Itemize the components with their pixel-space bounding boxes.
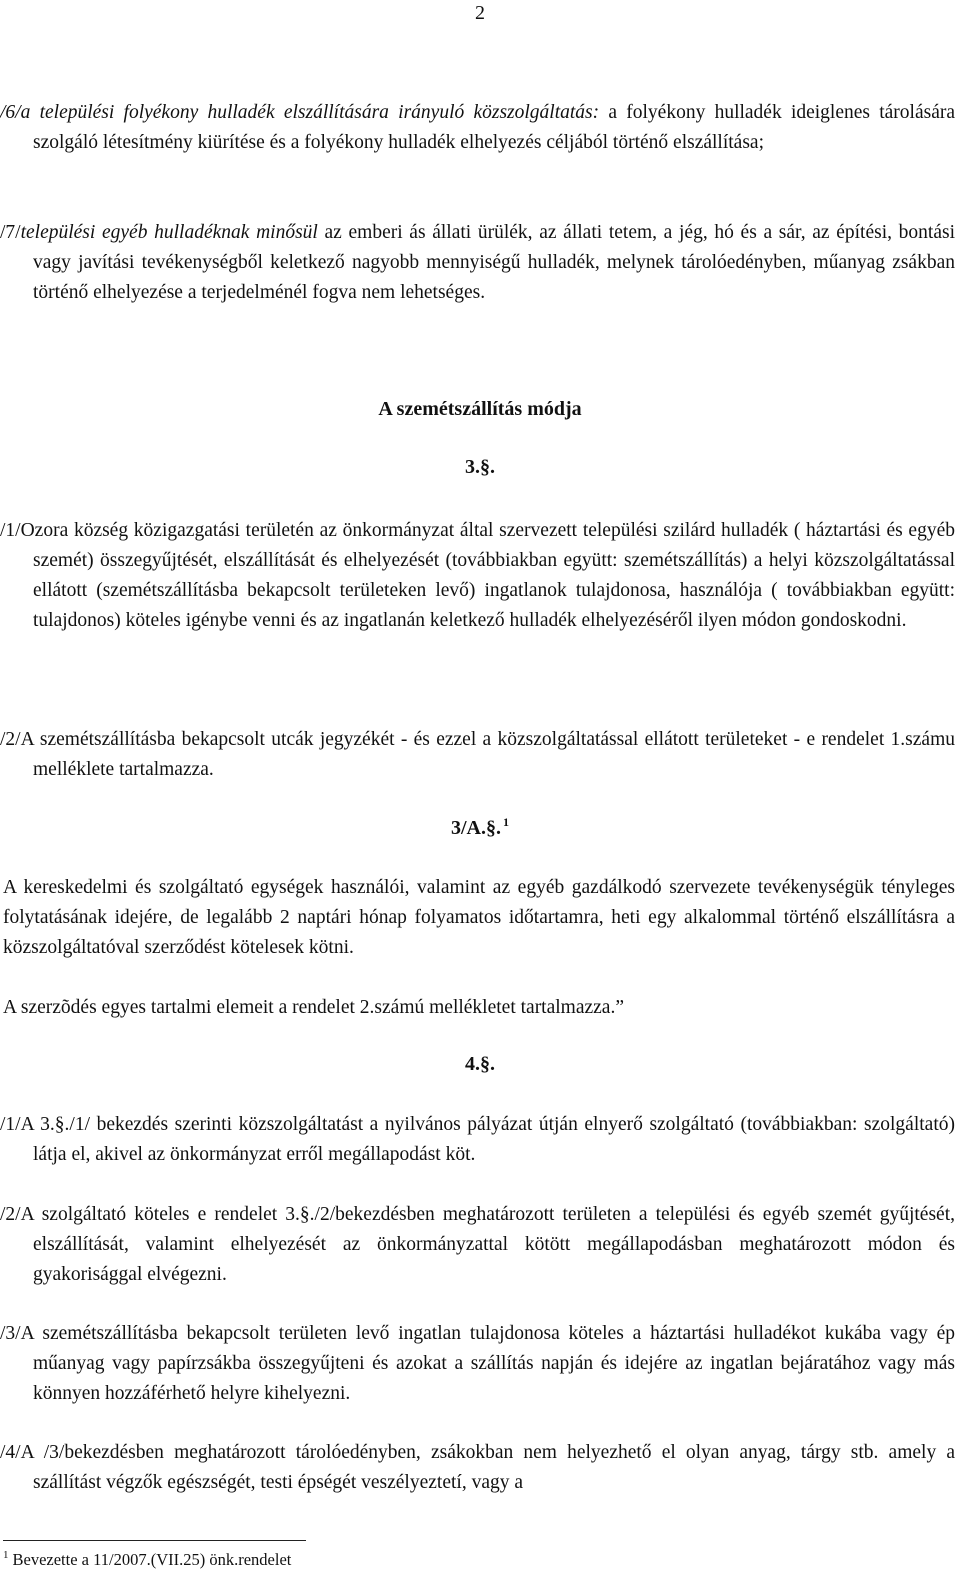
page-number: 2 bbox=[475, 2, 485, 24]
footnote-divider bbox=[3, 1540, 306, 1541]
footnote-text: Bevezette a 11/2007.(VII.25) önk.rendelet bbox=[12, 1550, 292, 1569]
section-number-3a bbox=[0, 815, 960, 840]
paragraph-label: /6/a bbox=[0, 102, 31, 123]
section-number-text: 3/A.§. bbox=[451, 817, 501, 839]
section3a-text-2: A szerzõdés egyes tartalmi elemeit a rendelet 2.számú mellékletet tartalmazza.” bbox=[3, 997, 624, 1018]
section-heading: A szemétszállítás módja bbox=[378, 398, 582, 420]
section-number-3: 3.§. bbox=[465, 456, 495, 478]
section4-paragraph-4: /4/A /3/bekezdésben meghatározott tárolóedényben, zsákokban nem helyezhető el olyan anyag, tárgy stb. amely a szállítást végzők egészségét, testi épségét veszélyeztetí, vagy a bbox=[0, 1442, 955, 1493]
paragraph-text: az emberi ás állati ürülék, az állati tetem, a jég, hó és a sár, az építési, bontási vagy javítási tevékenységből keletkező nagyobb mennyiségű hulladék, melynek tárolóedényben, műanyag zsákban történő elhelyezése a terjedelménél fogva nem lehetséges. bbox=[33, 222, 956, 303]
section3a-text: A kereskedelmi és szolgáltató egységek használói, valamint az egyéb gazdálkodó szervezete tevékenységük tényleges folytatásának idejére, de legalább 2 naptári hónap folyamatos időtartamra, heti egy alkalommal történő elszállításra a közszolgáltatóval szerződést kötelesek kötni. bbox=[3, 877, 955, 958]
paragraph-label: /7/ bbox=[0, 222, 21, 243]
section3-paragraph-2: /2/A szemétszállításba bekapcsolt utcák jegyzékét - és ezzel a közszolgáltatással ellátott területeket - e rendelet 1.számu melléklete tartalmazza. bbox=[0, 729, 955, 780]
footnote bbox=[3, 1545, 291, 1570]
paragraph-7 bbox=[0, 218, 955, 308]
section3-paragraph-1: /1/Ozora község közigazgatási területén az önkormányzat által szervezett települési szilárd hulladék ( háztartási és egyéb szemét) összegyűjtését, elszállítását és elhelyezését (továbbiakban együtt: szemétszállítás) a helyi közszolgáltatással ellátott (szemétszállításba bekapcsolt területeken levő) ingatlanok tulajdonosa, használója ( továbbiakban együtt: tulajdonos) köteles igénybe venni és az ingatlanán keletkező hulladék elhelyezéséről ilyen módon gondoskodni. bbox=[0, 520, 955, 631]
footnote-mark: 1 bbox=[503, 815, 509, 829]
section4-paragraph-2: /2/A szolgáltató köteles e rendelet 3.§./2/bekezdésben meghatározott területen a települési és egyéb szemét gyűjtését, elszállítását, valamint elhelyezését az önkormányzattal kötött megállapodásban meghatározott módon és gyakorisággal elvégezni. bbox=[0, 1204, 955, 1285]
section4-paragraph-3: /3/A szemétszállításba bekapcsolt területen levő ingatlan tulajdonosa köteles a háztartási hulladékot kukába vagy ép műanyag vagy papírzsákba összegyűjteni és azokat a szállítás napján és idejére az ingatlan bejáratához vagy más könnyen hozzáférhető helyre kihelyezni. bbox=[0, 1323, 955, 1404]
defined-term: települési egyéb hulladéknak minősül bbox=[20, 222, 318, 243]
paragraph-6a bbox=[0, 98, 955, 158]
footnote-mark: 1 bbox=[3, 1549, 9, 1561]
section-number-4: 4.§. bbox=[465, 1053, 495, 1075]
paragraph-text: a folyékony hulladék ideiglenes tárolására szolgáló létesítmény kiürítése és a folyékony hulladék elhelyezés céljából történő elszállítása; bbox=[33, 102, 956, 153]
section4-paragraph-1: /1/A 3.§./1/ bekezdés szerinti közszolgáltatást a nyilvános pályázat útján elnyerő szolgáltató (továbbiakban: szolgáltató) látja el, akivel az önkormányzat erről megállapodást köt. bbox=[0, 1114, 955, 1165]
defined-term: települési folyékony hulladék elszállítására irányuló közszolgáltatás: bbox=[39, 102, 600, 123]
